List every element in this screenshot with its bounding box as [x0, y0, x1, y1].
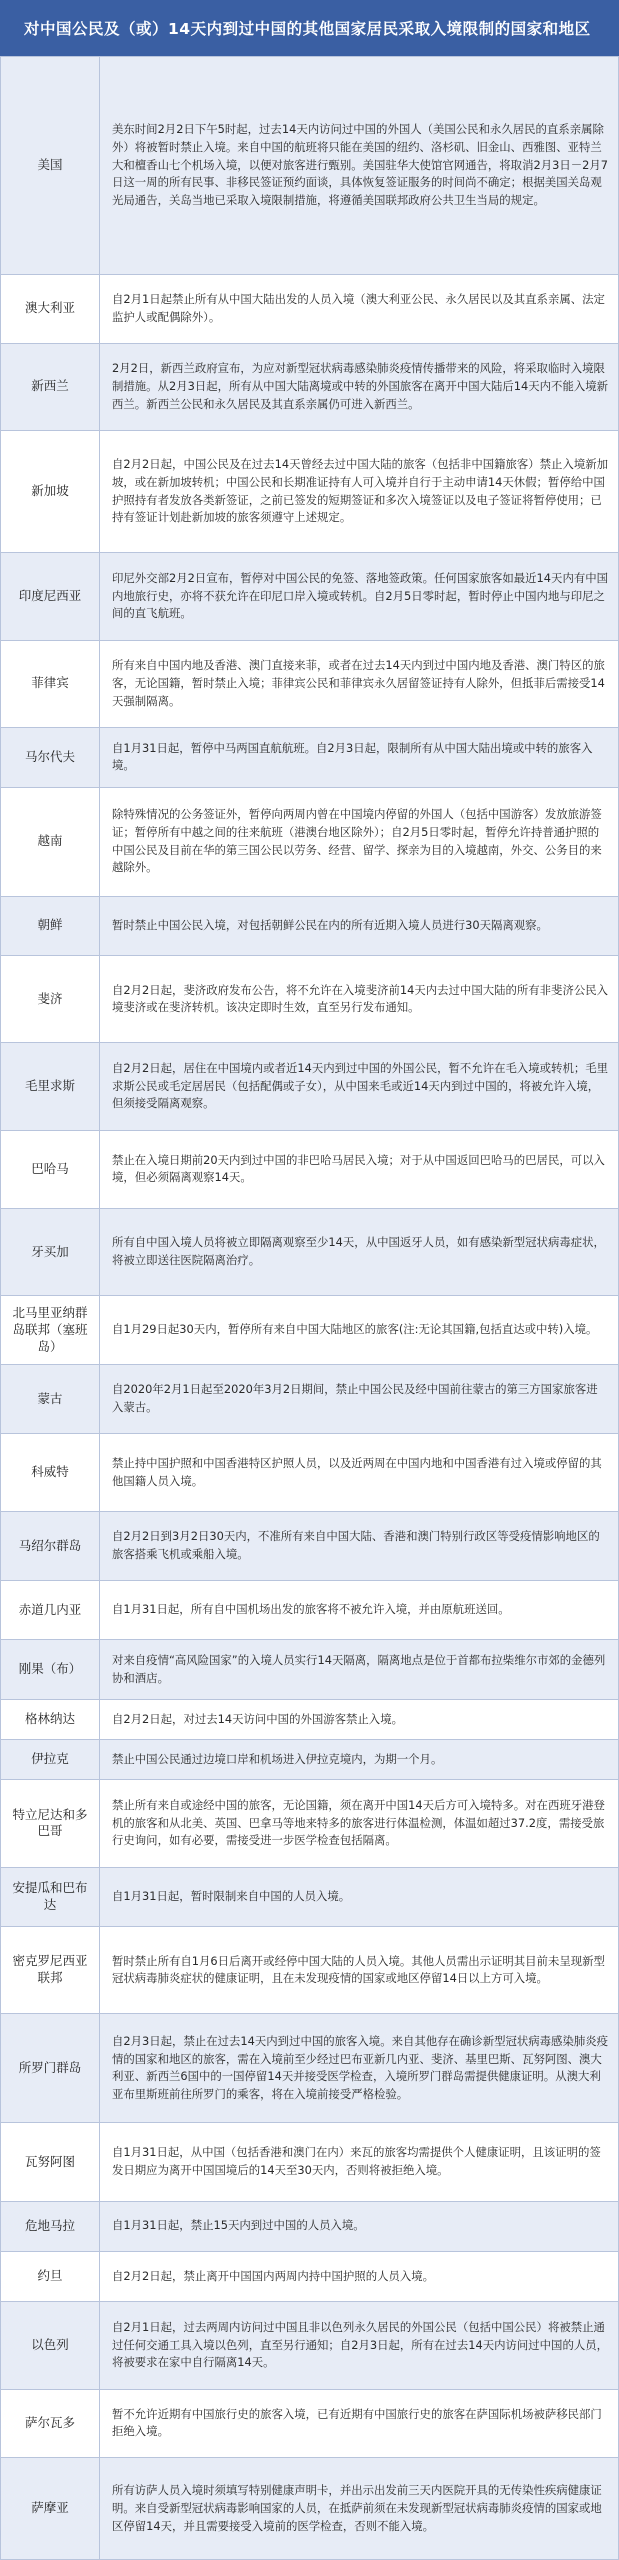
table-row: [1, 1364, 618, 1433]
table-title: 对中国公民及（或）14天内到过中国的其他国家居民采取入境限制的国家和地区: [0, 0, 619, 56]
country-cell: 印度尼西亚: [1, 553, 100, 639]
measure-cell: 除特殊情况的公务签证外，暂停向两周内曾在中国境内停留的外国人（包括中国游客）发放旅游签证；暂停所有中越之间的往来航班（港澳台地区除外）；自2月5日零时起，暂停允许持普通护照的中国公民及目前在华的第三国公民以劳务、经营、留学、探亲为目的入境越南，外交、公务目的来越除外。: [112, 807, 602, 875]
country-cell: 澳大利亚: [1, 275, 100, 343]
measure-cell: 禁止持中国护照和中国香港特区护照人员，以及近两周在中国内地和中国香港有过入境或停留的其他国籍人员入境。: [112, 1455, 602, 1488]
measure-cell: 自2020年2月1日起至2020年3月2日期间，禁止中国公民及经中国前往蒙古的第三方国家旅客进入蒙古。: [112, 1382, 598, 1415]
country-cell: 北马里亚纳群岛联邦（塞班岛）: [1, 1296, 100, 1364]
table-row: [1, 2457, 618, 2559]
measure-cell: 暂时禁止所有自1月6日后离开或经停中国大陆的人员入境。其他人员需出示证明其目前未呈现新型冠状病毒肺炎症状的健康证明，且在未发现疫情的国家或地区停留14日以上方可入境。: [112, 1953, 605, 1986]
measure-cell: 自2月2日起，斐济政府发布公告，将不允许在入境斐济前14天内去过中国大陆的所有非斐济公民入境斐济或在斐济转机。该决定即时生效，直至另行发布通知。: [112, 982, 609, 1015]
table-row: [1, 1042, 618, 1129]
country-cell: 菲律宾: [1, 641, 100, 727]
country-cell: 格林纳达: [1, 1700, 100, 1739]
measure-cell: 所有来自中国内地及香港、澳门直接来菲，或者在过去14天内到过中国内地及香港、澳门特区的旅客，无论国籍，暂时禁止入境；菲律宾公民和菲律宾永久居留签证持有人除外，但抵菲后需接受14天强制隔离。: [112, 658, 605, 708]
measure-cell: 暂不允许近期有中国旅行史的旅客入境，已有近期有中国旅行史的旅客在萨国际机场被萨移民部门拒绝入境。: [112, 2406, 602, 2439]
country-cell: 约旦: [1, 2252, 100, 2301]
table-row: [1, 1433, 618, 1511]
country-cell: 巴哈马: [1, 1131, 100, 1208]
country-cell: 萨尔瓦多: [1, 2390, 100, 2458]
measure-cell: 美东时间2月2日下午5时起，过去14天内访问过中国的外国人（美国公民和永久居民的直系亲属除外）将被暂时禁止入境。来自中国的航班将只能在美国的纽约、洛杉矶、旧金山、西雅图、亚特兰大和檀香山七个机场入境，以便对旅客进行甄别。美国驻华大使馆官网通告，将取消2月3日－2月7日这一周的所有民事、非移民签证预约面谈，具体恢复签证服务的时间尚不确定；根据美国关岛观光局通告，关岛当地已采取入境限制措施，将遵循美国联邦政府公共卫生当局的规定。: [112, 122, 609, 207]
measure-cell: 自2月2日起，中国公民及在过去14天曾经去过中国大陆的旅客（包括非中国籍旅客）禁止入境新加坡，或在新加坡转机；中国公民和长期准证持有人可入境并自行于主动申请14天休假；暂停给中国护照持有者发放各类新签证，之前已签发的短期签证和多次入境签证以及电子签证将暂停使用；已持有签证计划赴新加坡的旅客须遵守上述规定。: [112, 457, 609, 525]
country-cell: 特立尼达和多巴哥: [1, 1780, 100, 1866]
country-cell: 蒙古: [1, 1365, 100, 1433]
table-row: [1, 56, 618, 274]
measure-cell: 2月2日，新西兰政府宣布，为应对新型冠状病毒感染肺炎疫情传播带来的风险，将采取临时入境限制措施。从2月3日起，所有从中国大陆离境或中转的外国旅客在离开中国大陆后14天内不能入境新西兰。新西兰公民和永久居民及其直系亲属仍可进入新西兰。: [112, 361, 609, 411]
table-row: [1, 727, 618, 787]
country-cell: 新加坡: [1, 431, 100, 552]
measure-cell: 自2月2日起，禁止离开中国国内两周内持中国护照的人员入境。: [112, 2268, 435, 2283]
measure-cell: 自2月3日起，禁止在过去14天内到过中国的旅客入境。来自其他存在确诊新型冠状病毒感染肺炎疫情的国家和地区的旅客，需在入境前至少经过巴布亚新几内亚、斐济、基里巴斯、瓦努阿图、澳大利亚、新西兰6国中的一国停留14天并接受医学检查，入境所罗门群岛需提供健康证明。从澳大利亚布里斯班前往所罗门的乘客，将在入境前接受严格检验。: [112, 2034, 609, 2102]
table-row: [1, 2389, 618, 2458]
country-cell: 美国: [1, 57, 100, 274]
table-row: [1, 430, 618, 552]
table-row: [1, 1511, 618, 1580]
country-cell: 以色列: [1, 2302, 100, 2388]
table-row: [1, 1580, 618, 1640]
country-cell: 科威特: [1, 1434, 100, 1511]
table-row: [1, 1779, 618, 1866]
country-cell: 瓦努阿图: [1, 2123, 100, 2200]
measure-cell: 自1月29日起30天内，暂停所有来自中国大陆地区的旅客(注:无论其国籍,包括直达或中转)入境。: [112, 1322, 598, 1337]
table-row: [1, 640, 618, 727]
table-row: [1, 955, 618, 1042]
country-cell: 伊拉克: [1, 1740, 100, 1779]
measure-cell: 禁止所有来自或途经中国的旅客，无论国籍，须在离开中国14天后方可入境特多。对在西班牙港登机的旅客和从北美、英国、巴拿马等地来特多的旅客进行体温检测，体温如超过37.2度，需接受旅行史询问，如有必要，需接受进一步医学检查包括隔离。: [112, 1797, 605, 1848]
measure-cell: 禁止中国公民通过边境口岸和机场进入伊拉克境内，为期一个月。: [112, 1751, 443, 1766]
measure-cell: 自2月2日起，对过去14天访问中国的外国游客禁止入境。: [112, 1711, 403, 1726]
table-row: [1, 1639, 618, 1699]
measure-cell: 自2月2日起，居住在中国境内或者近14天内到过中国的外国公民，暂不允许在毛入境或转机；毛里求斯公民或毛定居居民（包括配偶或子女），从中国来毛或近14天内到过中国的，将被允许入境，但须接受隔离观察。: [112, 1061, 609, 1111]
measure-cell: 自1月31日起，暂时限制来自中国的人员入境。: [112, 1889, 351, 1903]
table-row: [1, 2201, 618, 2251]
measure-cell: 自2月1日起禁止所有从中国大陆出发的人员入境（澳大利亚公民、永久居民以及其直系亲属、法定监护人或配偶除外）。: [112, 292, 605, 324]
table-row: [1, 2301, 618, 2388]
country-cell: 赤道几内亚: [1, 1581, 100, 1640]
country-cell: 萨摩亚: [1, 2458, 100, 2559]
measure-cell: 自1月31日起，暂停中马两国直航航班。自2月3日起，限制所有从中国大陆出境或中转的旅客入境。: [112, 740, 593, 773]
country-cell: 马尔代夫: [1, 728, 100, 787]
table-row: [1, 896, 618, 956]
measure-cell: 自2月1日起，过去两周内访问过中国且非以色列永久居民的外国公民（包括中国公民）将被禁止通过任何交通工具入境以色列，直至另行通知；自2月3日起，所有在过去14天内访问过中国的人员，将被要求在家中自行隔离14天。: [112, 2319, 609, 2370]
measure-cell: 暂时禁止中国公民入境，对包括朝鲜公民在内的所有近期入境人员进行30天隔离观察。: [112, 918, 548, 932]
table-row: [1, 1867, 618, 1927]
measure-cell: 自1月31日起，从中国（包括香港和澳门在内）来瓦的旅客均需提供个人健康证明，且该证明的签发日期应为离开中国国境后的14天至30天内，否则将被拒绝入境。: [112, 2145, 601, 2177]
measure-cell: 自2月2日到3月2日30天内，不准所有来自中国大陆、香港和澳门特别行政区等受疫情影响地区的旅客搭乘飞机或乘船入境。: [112, 1529, 600, 1561]
country-cell: 刚果（布）: [1, 1640, 100, 1699]
table-row: [1, 1926, 618, 2013]
measure-cell: 印尼外交部2月2日宣布，暂停对中国公民的免签、落地签政策。任何国家旅客如最近14天内有中国内地旅行史，亦将不获允许在印尼口岸入境或转机。自2月5日零时起，暂时停止中国内地与印尼之间的直飞航班。: [112, 571, 609, 621]
country-cell: 危地马拉: [1, 2202, 100, 2251]
measure-cell: 禁止在入境日期前20天内到过中国的非巴哈马居民入境；对于从中国返回巴哈马的巴居民，可以入境，但必须隔离观察14天。: [112, 1152, 605, 1185]
table-row: [1, 552, 618, 639]
country-cell: 马绍尔群岛: [1, 1512, 100, 1580]
table-row: [1, 787, 618, 896]
measure-cell: 对来自疫情“高风险国家”的入境人员实行14天隔离，隔离地点是位于首都布拉柴维尔市郊的金德列协和酒店。: [112, 1653, 606, 1685]
country-cell: 密克罗尼西亚联邦: [1, 1927, 100, 2013]
country-cell: 毛里求斯: [1, 1043, 100, 1129]
country-cell: 牙买加: [1, 1209, 100, 1295]
table-row: [1, 274, 618, 343]
table-row: [1, 1295, 618, 1364]
country-cell: 朝鲜: [1, 897, 100, 956]
measure-cell: 自1月31日起，禁止15天内到过中国的人员入境。: [112, 2218, 365, 2233]
table-row: [1, 2122, 618, 2200]
country-cell: 所罗门群岛: [1, 2014, 100, 2122]
country-cell: 斐济: [1, 956, 100, 1042]
table-row: [1, 2013, 618, 2122]
measure-cell: 自1月31日起，所有自中国机场出发的旅客将不被允许入境，并由原航班送回。: [112, 1602, 510, 1617]
country-cell: 越南: [1, 788, 100, 896]
table-row: [1, 2251, 618, 2301]
table-row: [1, 1208, 618, 1295]
table-row: [1, 1130, 618, 1208]
country-cell: 新西兰: [1, 344, 100, 430]
country-cell: 安提瓜和巴布达: [1, 1868, 100, 1927]
table-body: [0, 56, 619, 2560]
table-row: [1, 343, 618, 430]
table-row: [1, 1699, 618, 1739]
measure-cell: 所有自中国入境人员将被立即隔离观察至少14天，从中国返牙人员，如有感染新型冠状病毒症状，将被立即送往医院隔离治疗。: [112, 1235, 605, 1268]
table-row: [1, 1739, 618, 1779]
measure-cell: 所有访萨人员入境时须填写特别健康声明卡，并出示出发前三天内医院开具的无传染性疾病健康证明。来自受新型冠状病毒影响国家的人员，在抵萨前须在未发现新型冠状病毒肺炎疫情的国家或地区停留14天，并且需要接受入境前的医学检查，否则不能入境。: [112, 2483, 602, 2533]
